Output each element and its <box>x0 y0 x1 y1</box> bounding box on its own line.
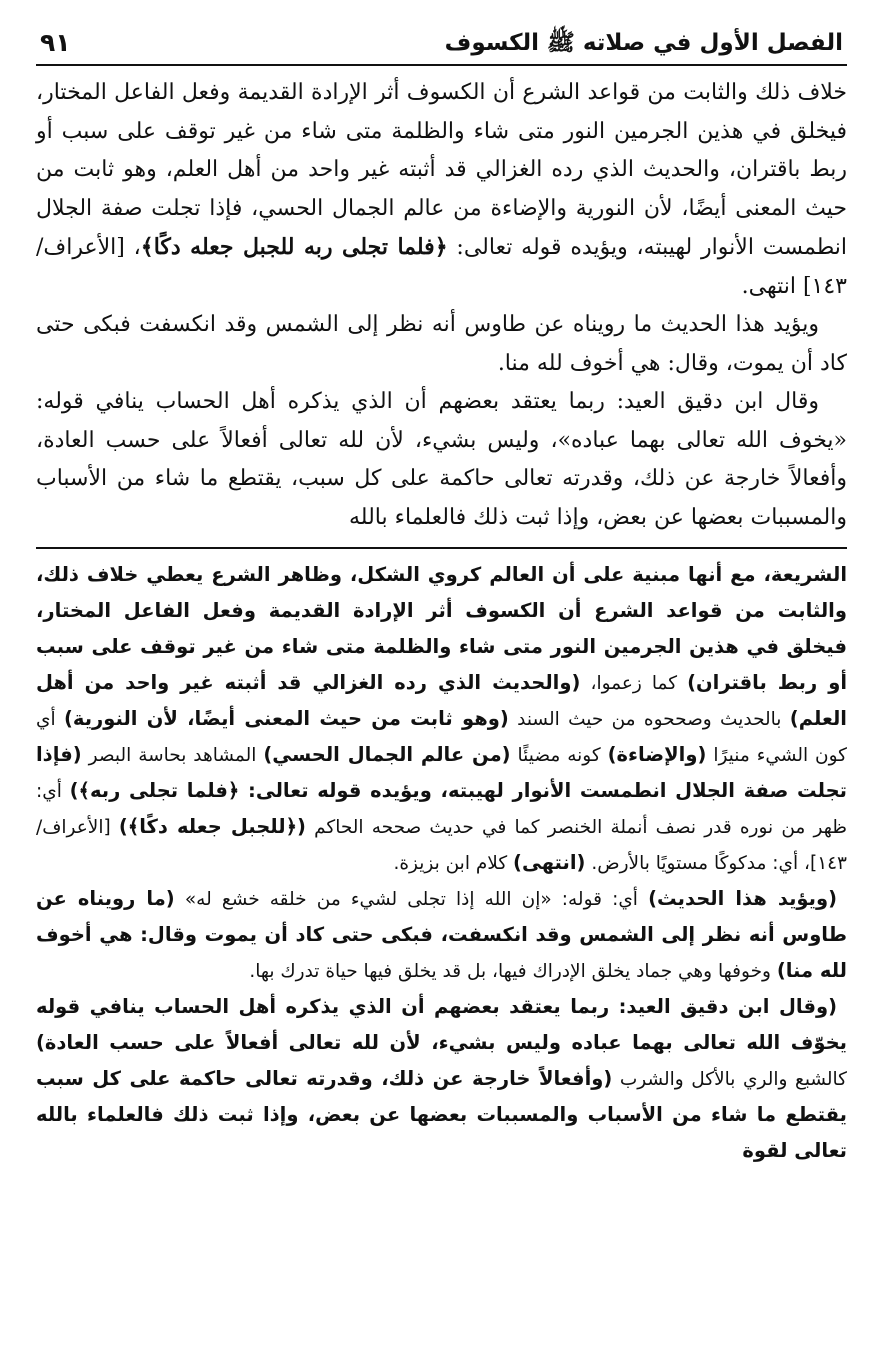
commentary-text: أي: قوله: «إن الله إذا تجلى لشيء من خلقه خشع له» <box>174 889 649 910</box>
main-paragraph-2: ويؤيد هذا الحديث ما رويناه عن طاوس أنه نظر إلى الشمس وقد انكسفت فبكى حتى كاد أن يموت، وقال: هي أخوف لله منا. <box>36 312 847 376</box>
commentary-text: وخوفها وهي جماد يخلق الإدراك فيها، بل قد يخلق فيها حياة تدرك بها. <box>249 961 777 982</box>
commentary-text: بالحديث وصححوه من حيث السند <box>508 709 790 730</box>
main-paragraph-1-text-a: خلاف ذلك والثابت من قواعد الشرع أن الكسوف أثر الإرادة القديمة وفعل الفاعل المختار، فيخلق في هذين الجرمين النور متى شاء والظلمة متى شاء من غير توقف على سبب أو ربط باقتران، والحديث الذي رده الغزالي قد أثبته غير واحد من أهل العلم، وهو ثابت من حيث المعنى أيضًا، لأن النورية والإضاءة من عالم الجمال الحسي، فإذا تجلت صفة الجلال انطمست الأنوار لهيبته، ويؤيده قوله تعالى: <box>36 80 848 260</box>
commentary-quote: (وهو ثابت من حيث المعنى أيضًا، لأن النورية) <box>63 707 509 730</box>
commentary-quote: (ما رويناه عن طاوس أنه نظر إلى الشمس وقد انكسفت، فبكى حتى كاد أن يموت وقال: هي أخوف لله منا) <box>36 887 847 982</box>
page-number: ٩١ <box>40 28 71 57</box>
commentary-quote: (ويؤيد هذا الحديث) <box>648 887 838 910</box>
commentary-quote: (وقال ابن دقيق العيد: ربما يعتقد بعضهم أن الذي يذكره أهل الحساب ينافي قوله يخوّف الله تعالى بهما عباده وليس بشيء، لأن لله تعالى أفعالاً على حسب العادة) <box>36 995 847 1054</box>
commentary-text: [الأعراف/١٤٣]، أي: مدكوكًا مستويًا بالأرض. <box>36 817 847 874</box>
commentary <box>36 557 847 1169</box>
commentary-paragraph-3 <box>36 989 847 1169</box>
commentary-text: كلام ابن بزيزة. <box>393 853 514 874</box>
commentary-paragraph-1 <box>36 557 847 881</box>
commentary-text: أي: ظهر من نوره قدر نصف أنملة الخنصر كما في حديث صححه الحاكم <box>36 781 847 838</box>
section-divider <box>36 547 847 549</box>
main-paragraph-3: وقال ابن دقيق العيد: ربما يعتقد بعضهم أن الذي يذكره أهل الحساب ينافي قوله: «يخوف الله تعالى بهما عباده»، وليس بشيء، لأن لله تعالى أفعالاً على حسب العادة، وأفعالاً خارجة عن ذلك، وقدرته تعالى حاكمة على كل سبب، يقتطع ما شاء من الأسباب والمسببات بعضها عن بعض، وإذا ثبت ذلك فالعلماء بالله <box>36 389 847 530</box>
main-text <box>36 74 847 537</box>
commentary-quote: (والإضاءة) <box>607 743 707 766</box>
commentary-text: المشاهد بحاسة البصر <box>81 745 264 766</box>
commentary-quote: الشريعة، مع أنها مبنية على أن العالم كروي الشكل، وظاهر الشرع يعطي خلاف ذلك، والثابت من قواعد الشرع أن الكسوف أثر الإرادة القديمة وفعل الفاعل المختار، فيخلق في هذين الجرمين النور متى شاء والظلمة متى شاء من غير توقف على سبب أو ربط باقتران) <box>36 563 847 694</box>
commentary-text: كالشبع والري بالأكل والشرب <box>612 1069 847 1090</box>
commentary-quote: (انتهى) <box>513 851 586 874</box>
commentary-quote: (والحديث الذي رده الغزالي قد أثبته غير واحد من أهل العلم) <box>36 671 847 730</box>
commentary-quote: (﴿للجبل جعله دكًا﴾) <box>118 815 306 838</box>
main-paragraph-1-text-b: ، [الأعراف/١٤٣] انتهى. <box>36 235 847 299</box>
commentary-paragraph-2 <box>36 881 847 989</box>
commentary-quote: (فإذا تجلت صفة الجلال انطمست الأنوار لهيبته، ويؤيده قوله تعالى: ﴿فلما تجلى ربه﴾) <box>36 743 848 802</box>
quran-verse: ﴿فلما تجلى ربه للجبل جعله دكًا﴾ <box>140 234 448 260</box>
commentary-quote: (من عالم الجمال الحسي) <box>263 743 511 766</box>
commentary-quote: (وأفعالاً خارجة عن ذلك، وقدرته تعالى حاكمة على كل سبب يقتطع ما شاء من الأسباب والمسببات بعضها عن بعض، وإذا ثبت ذلك فالعلماء بالله تعالى لقوة <box>36 1067 847 1162</box>
commentary-text: كونه مضيئًا <box>510 745 608 766</box>
running-title: الفصل الأول في صلاته ﷺ الكسوف <box>444 30 843 56</box>
commentary-text: كما زعموا، <box>580 673 688 694</box>
running-header <box>36 22 847 66</box>
main-paragraph-1 <box>36 74 847 306</box>
commentary-text: أي كون الشيء منيرًا <box>36 709 847 766</box>
